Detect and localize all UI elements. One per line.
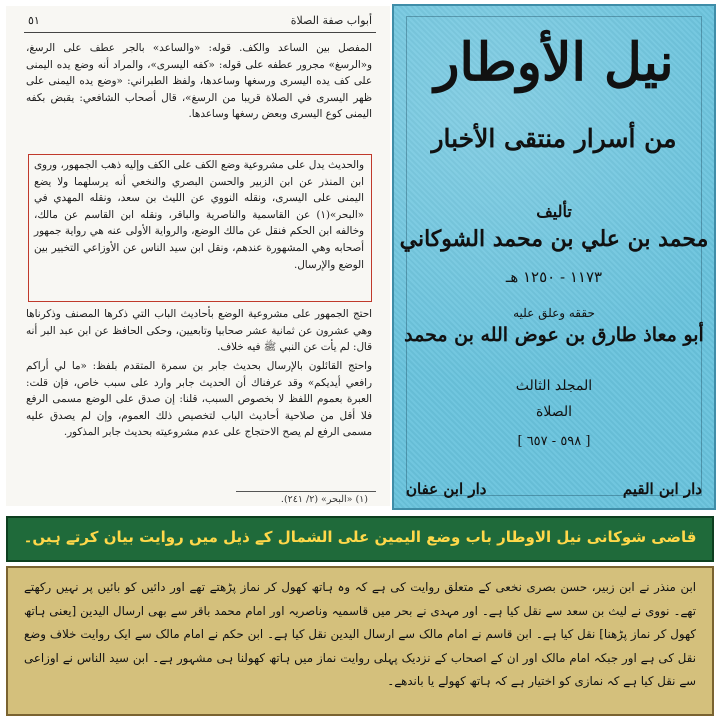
book-cover: [392, 4, 716, 510]
cover-years: ١١٧٣ - ١٢٥٠ هـ: [505, 268, 603, 286]
cover-volume: المجلد الثالث: [515, 378, 593, 394]
paragraph-3: احتج الجمهور على مشروعية الوضع بأحاديث الباب التي ذكرها المصنف وذكرناها وهي عشرون عن ثمانية عشر صحابيا وتابعيين، وحكى الحافظ عن ابن عبد البر أنه قال: لم يأت عن النبي ﷺ فيه خلاف.: [26, 308, 372, 354]
cover-title: نيل الأوطار: [434, 32, 674, 93]
page-number: ٥١: [28, 14, 40, 27]
cover-publisher-left: دار ابن عفان: [406, 480, 487, 498]
description-text: ابن منذر نے ابن زبیر، حسن بصری نخعی کے متعلق روایت کی ہے کہ وہ ہاتھ کھول کر نماز پڑھتے تھے اور دائیں کو بائیں پر نہیں رکھتے تھے۔ نووی نے لیث بن سعد سے نقل کیا ہے۔ اور مہدی نے بحر میں قاسمیہ وناصریہ اور امام محمد باقر سے بھی ارسال الیدین [یعنی ہاتھ کھول کر نماز پڑھنا] نقل کیا ہے۔ ابن قاسم نے امام مالک سے ارسال الیدین نقل کیا ہے۔ ابن حکم نے امام مالک سے ایک روایت خلاف وضع نقل کی ہے اور جبکہ امام مالک اور ان کے اصحاب کے نزدیک پہلی روایت نماز میں ہاتھ کھولنا ہی مشہور ہے۔ ابن سید الناس نے اوزاعی سے نقل کیا ہے کہ نمازی کو اختیار ہے کہ ہاتھ کھولے یا باندھے۔: [24, 580, 696, 688]
cover-verified-label: حققه وعلق عليه: [513, 306, 595, 320]
cover-author: محمد بن علي بن محمد الشوكاني: [399, 226, 709, 252]
cover-section: الصلاة: [536, 404, 572, 420]
cover-editor: أبو معاذ طارق بن عوض الله بن محمد: [404, 324, 704, 346]
cover-talif-label: تأليف: [536, 202, 572, 221]
paragraph-4: واحتج القائلون بالإرسال بحديث جابر بن سمرة المتقدم بلفظ: «ما لي أراكم رافعي أيديكم» وقد عرفناك أن الحديث جابر وارد على سبب خاص، فإن قلت: العبرة بعموم اللفظ لا بخصوص السبب، قلنا: إن صدق على الوضع مسمى الرفع فلا أقل من صلاحية أحاديث الباب لتخصيص ذلك العموم، وإن لم يصدق عليه مسمى الرفع لم يصح الاحتجاج على عدم مشروعيته بحديث جابر المذكور.: [26, 360, 372, 439]
cover-publisher-right: دار ابن القيم: [622, 480, 702, 498]
paragraph-1: المفصل بين الساعد والكف. قوله: «والساعد» بالجر عطف على الرسغ، و«الرسغ» مجرور عطفه على قوله: «كفه اليسرى»، والمراد أنه وضع يده اليمنى على كف يده اليسرى ورسغها وساعدها، ولفظ الطبراني: «وضع يده اليمنى على ظهر اليسرى في الصلاة قريبا من الرسغ»، قال أصحاب الشافعي: يقبض بكفه اليمنى كوع اليسرى وبعض رسغها وساعدها.: [26, 42, 372, 121]
cover-subtitle: من أسرار منتقى الأخبار: [431, 124, 677, 153]
header-rule: [24, 32, 376, 33]
urdu-heading-banner: [6, 516, 714, 562]
cover-hadith-range: [ ٥٩٨ - ٦٥٧ ]: [517, 434, 591, 449]
footnote-rule: [236, 491, 376, 492]
running-head: [28, 14, 372, 30]
footnote: (١) «البحر» (٢/ ٢٤١).: [280, 494, 368, 505]
highlighted-paragraph: والحديث يدل على مشروعية وضع الكف على الكف وإليه ذهب الجمهور، وروى ابن المنذر عن ابن الزبير والحسن البصري والنخعي أنه يرسلهما ولا يضع اليمنى على اليسرى، ونقله النووي عن الليث بن سعد، ونقله المهدي في «البحر»(١) عن القاسمية والناصرية والباقر، ونقله ابن القاسم عن مالك، وخالفه ابن الحكم فنقل عن مالك الوضع، والرواية الأولى عنه هي رواية جمهور أصحابه وهي المشهورة عندهم، ونقل ابن سيد الناس عن الأوزاعي التخيير بين الوضع والإرسال.: [34, 159, 364, 271]
urdu-description-box: [6, 566, 714, 716]
book-page-scan: [6, 6, 390, 506]
running-title: أبواب صفة الصلاة: [290, 14, 372, 27]
banner-text: قاضی شوکانی نیل الاوطار باب وضع الیمین علی الشمال کے ذیل میں روایت بیان کرتے ہیں۔: [23, 528, 697, 546]
